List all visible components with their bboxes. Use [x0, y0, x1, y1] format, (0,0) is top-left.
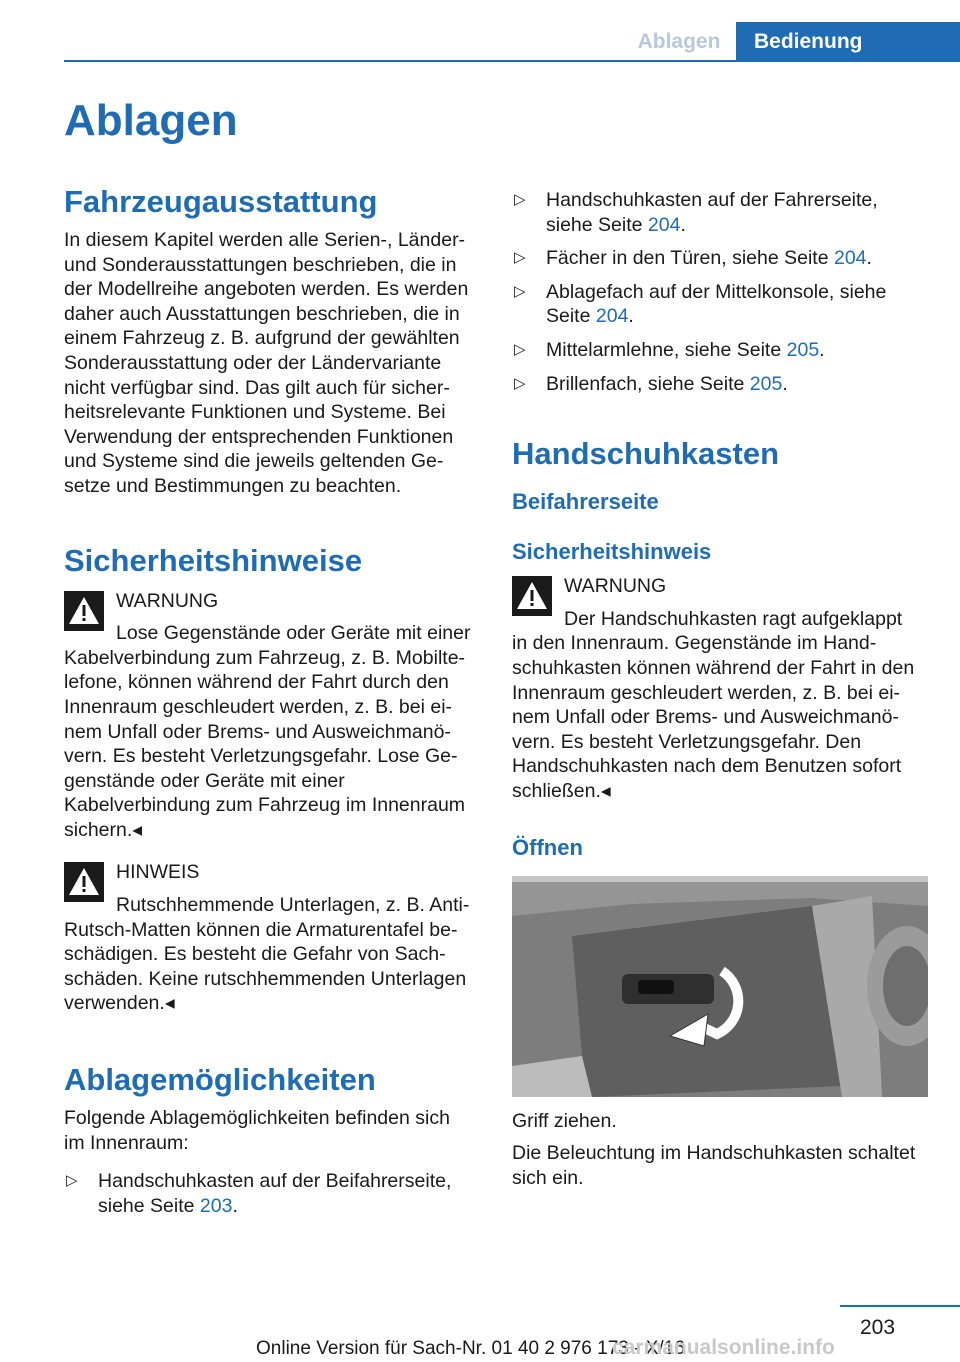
text-line: Kabelverbindung zum Fahrzeug im Innenraum — [64, 794, 466, 817]
text-line: . — [232, 1194, 238, 1217]
heading-handschuhkasten: Handschuhkasten — [512, 436, 780, 472]
paragraph-fahrzeugausstattung — [64, 228, 482, 499]
text-griff-ziehen: Griff ziehen. — [512, 1109, 617, 1132]
text-line: schließen.◂ — [512, 779, 611, 802]
text-line: Innenraum geschleudert werden, z. B. bei ei- — [512, 681, 901, 704]
page-link[interactable]: 204 — [833, 247, 867, 270]
text-line: Fächer in den Türen, siehe Seite — [546, 247, 834, 270]
warning-label: HINWEIS — [116, 861, 200, 884]
page-link[interactable]: 204 — [647, 213, 681, 236]
text-line: daher auch Ausstattungen beschrieben, die in — [64, 302, 460, 325]
page-header — [0, 0, 960, 62]
text-line: Mittelarmlehne, siehe Seite — [546, 338, 787, 361]
triangle-bullet-icon: ▷ — [514, 249, 526, 267]
text-line: siehe Seite — [546, 213, 648, 236]
heading-sicherheitshinweise: Sicherheitshinweise — [64, 542, 363, 578]
warning-box-handschuhkasten — [512, 574, 930, 803]
text-line: siehe Seite — [98, 1194, 200, 1217]
text-line: verwenden.◂ — [64, 992, 175, 1015]
text-line: setze und Bestimmungen zu beachten. — [64, 474, 402, 497]
text-line: schädigen. Es besteht die Gefahr von Sach- — [64, 943, 446, 966]
warning-label: WARNUNG — [116, 589, 219, 612]
list-item — [512, 246, 930, 271]
triangle-bullet-icon: ▷ — [514, 191, 526, 208]
text-line: Sonderausstattung oder der Ländervariante — [64, 351, 442, 374]
heading-oeffnen: Öffnen — [512, 834, 583, 860]
text-line: schuhkasten können während der Fahrt in den — [512, 656, 915, 679]
header-rule — [64, 60, 960, 62]
list-item — [512, 338, 930, 363]
warning-box-warnung — [64, 589, 482, 843]
text-line: Brillenfach, siehe Seite — [546, 372, 750, 395]
text-line: . — [819, 338, 825, 361]
text-line: nem Unfall oder Brems- und Ausweichmanö- — [64, 720, 451, 743]
list-item — [512, 188, 930, 237]
right-column — [512, 188, 930, 1190]
text-line: Handschuhkasten auf der Fahrerseite, — [546, 189, 878, 211]
footer-online-version: Online Version für Sach-Nr. 01 40 2 976 173 - X/16 — [256, 1338, 685, 1359]
heading-sicherheitshinweis: Sicherheitshinweis — [512, 539, 712, 565]
storage-list-left — [64, 1169, 482, 1218]
warning-triangle-icon — [64, 862, 104, 902]
text-line: Die Beleuchtung im Handschuhkasten schaltet — [512, 1142, 916, 1165]
text-line: schäden. Keine rutschhemmenden Unterlagen — [64, 967, 467, 990]
text-line: im Innenraum: — [64, 1131, 189, 1154]
triangle-bullet-icon: ▷ — [514, 282, 526, 300]
warning-box-hinweis — [64, 860, 482, 1016]
page-link[interactable]: 204 — [595, 305, 629, 328]
triangle-bullet-icon: ▷ — [66, 1172, 78, 1190]
warning-label: WARNUNG — [564, 575, 667, 598]
text-line: Lose Gegenstände oder Geräte mit einer — [116, 622, 471, 645]
triangle-bullet-icon: ▷ — [514, 374, 526, 392]
text-line: Seite — [546, 305, 596, 328]
text-line: nem Unfall oder Brems- und Ausweichmanö- — [512, 706, 899, 729]
heading-ablagemoeglichkeiten: Ablagemöglichkeiten — [64, 1062, 376, 1098]
text-line: Ablagefach auf der Mittelkonsole, siehe — [546, 280, 887, 303]
text-line: Verwendung der entsprechenden Funktionen — [64, 425, 454, 448]
text-line: heitsrelevante Funktionen und Systeme. Bei — [64, 401, 446, 424]
page-link[interactable]: 205 — [786, 338, 820, 361]
glovebox-drawing — [512, 876, 928, 1097]
text-line: und Systeme sind die jeweils geltenden Ge- — [64, 450, 444, 473]
list-item — [512, 280, 930, 329]
triangle-bullet-icon: ▷ — [514, 340, 526, 358]
page-number-rule — [840, 1305, 960, 1307]
text-line: vern. Es besteht Verletzungsgefahr. Lose Ge- — [64, 745, 458, 768]
text-line: Innenraum geschleudert werden, z. B. bei ei- — [64, 695, 453, 718]
text-line: sich ein. — [512, 1166, 584, 1189]
text-line: Folgende Ablagemöglichkeiten befinden sich — [64, 1107, 450, 1130]
text-line: . — [680, 213, 686, 236]
watermark: carmanualsonline.info — [612, 1336, 835, 1359]
text-line: der Modellreihe angeboten werden. Es werden — [64, 278, 469, 301]
text-line: Handschuhkasten auf der Beifahrerseite, — [98, 1170, 452, 1193]
text-line: sichern.◂ — [64, 818, 143, 841]
text-line: Handschuhkasten nach dem Benutzen sofort — [512, 755, 902, 778]
page-link[interactable]: 205 — [749, 372, 783, 395]
text-line: nicht verfügbar sind. Das gilt auch für sicher- — [64, 376, 450, 399]
warning-triangle-icon — [64, 591, 104, 631]
text-line: einem Fahrzeug z. B. aufgrund der gewählten — [64, 327, 460, 350]
text-line: genstände oder Geräte mit einer — [64, 769, 345, 792]
text-line: . — [782, 372, 788, 395]
page-number: 203 — [860, 1316, 896, 1339]
list-item — [64, 1169, 482, 1218]
text-line: und Sonderausstattungen beschrieben, die in — [64, 253, 457, 276]
left-column — [64, 184, 482, 1218]
page-title: Ablagen — [64, 96, 238, 145]
text-line: vern. Es besteht Verletzungsgefahr. Den — [512, 730, 862, 753]
text-line: lefone, können während der Fahrt durch den — [64, 671, 449, 694]
text-line: Rutschhemmende Unterlagen, z. B. Anti- — [116, 894, 470, 917]
page-link[interactable]: 203 — [199, 1194, 233, 1217]
glovebox-illustration — [512, 876, 928, 1097]
text-line: Kabelverbindung zum Fahrzeug, z. B. Mobilte- — [64, 646, 466, 669]
storage-list-right — [512, 188, 930, 396]
text-line: . — [866, 247, 872, 270]
text-line: in den Innenraum. Gegenstände im Hand- — [512, 632, 877, 655]
heading-beifahrerseite: Beifahrerseite — [512, 489, 659, 515]
header-section-tab[interactable]: Ablagen — [637, 30, 721, 53]
heading-fahrzeugausstattung: Fahrzeugausstattung — [64, 184, 378, 219]
warning-triangle-icon — [512, 576, 552, 616]
text-line: . — [628, 305, 634, 328]
text-line: Rutsch-Matten können die Armaturentafel be- — [64, 918, 458, 941]
text-line: Der Handschuhkasten ragt aufgeklappt — [564, 607, 903, 630]
header-chapter-tab[interactable]: Bedienung — [736, 22, 960, 62]
text-line: In diesem Kapitel werden alle Serien-, Länder- — [64, 229, 466, 251]
list-item — [512, 372, 930, 397]
